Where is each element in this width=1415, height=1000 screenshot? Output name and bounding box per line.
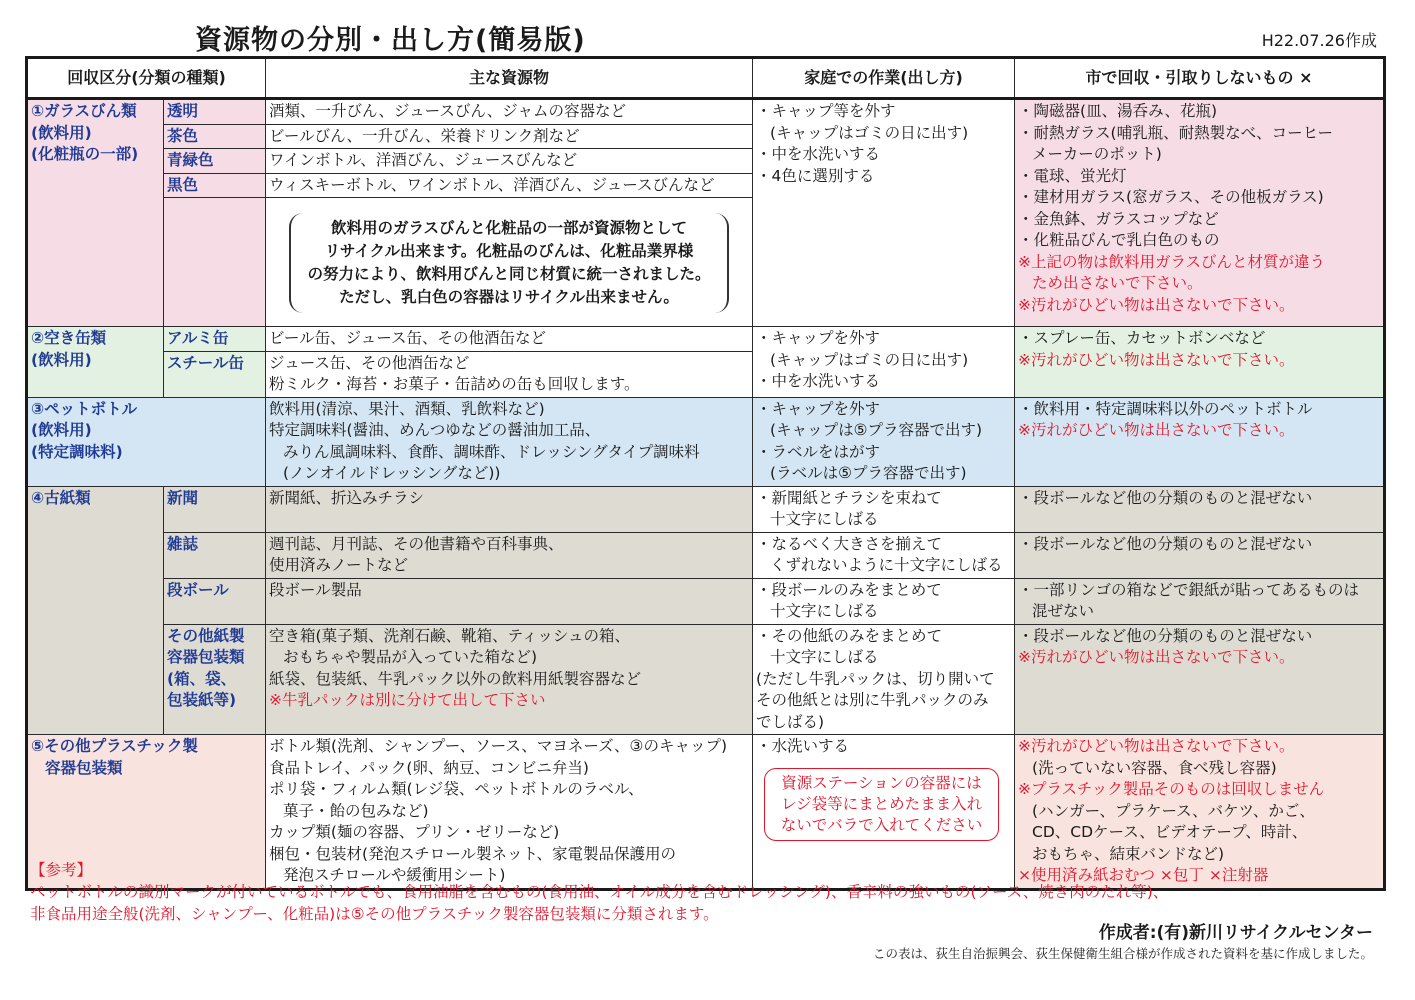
plastic-category: ⑤その他プラスチック製 容器包装類 <box>27 735 266 890</box>
paper-category: ④古紙類 <box>27 486 164 735</box>
plastic-row <box>27 735 1385 890</box>
plastic-not-collected: ※汚れがひどい物は出さないで下さい。 (洗っていない容器、食べ残し容器) ※プラスチック製品そのものは回収しません (ハンガー、プラケース、バケツ、かご、 CD、CDケース、ビデオテープ、時計、 おもちゃ、結束バンドなど) ×使用済み紙おむつ ×包丁 ×注射器 <box>1015 735 1385 890</box>
source-note: この表は、荻生自治振興会、荻生保健衛生組合様が作成された資料を基に作成しました。 <box>872 946 1373 961</box>
paper-no-other: ・段ボールなど他の分類のものと混ぜない ※汚れがひどい物は出さないで下さい。 <box>1015 624 1385 735</box>
glass-sub-brown: 茶色 <box>164 124 266 149</box>
glass-item-brown: ビールびん、一升びん、栄養ドリンク剤など <box>266 124 753 149</box>
paper-item-cardboard: 段ボール製品 <box>266 578 753 624</box>
header-items: 主な資源物 <box>266 58 753 99</box>
cans-item-steel: ジュース缶、その他酒缶など 粉ミルク・海苔・お菓子・缶詰めの缶も回収します。 <box>266 351 753 397</box>
paper-item-other: 空き箱(菓子類、洗剤石鹸、靴箱、ティッシュの箱、 おもちゃや製品が入っていた箱など) 紙袋、包装紙、牛乳パック以外の飲料用紙製容器など ※牛乳パックは別に分けて出して下さい <box>266 624 753 735</box>
created-date: H22.07.26作成 <box>1261 31 1377 50</box>
glass-sub-green: 青緑色 <box>164 149 266 174</box>
glass-item-green: ワインボトル、洋酒びん、ジュースびんなど <box>266 149 753 174</box>
author: 作成者:(有)新川リサイクルセンター <box>1098 923 1373 943</box>
recycling-table <box>25 56 1386 891</box>
paper-work-newspaper: ・新聞紙とチラシを束ねて 十文字にしばる <box>753 486 1015 532</box>
header-category: 回収区分(分類の種類) <box>27 58 266 99</box>
header-not-collected: 市で回収・引取りしないもの × <box>1015 58 1385 99</box>
cans-work: ・キャップを外す (キャップはゴミの日に出す) ・中を水洗いする <box>753 327 1015 398</box>
cans-item-aluminum: ビール缶、ジュース缶、その他酒缶など <box>266 327 753 352</box>
paper-item-magazine: 週刊誌、月刊誌、その他書籍や百科事典、 使用済みノートなど <box>266 532 753 578</box>
paper-work-other: ・その他紙のみをまとめて 十文字にしばる (ただし牛乳パックは、切り開いて その他紙とは別に牛乳パックのみ でしばる) <box>753 624 1015 735</box>
page-title: 資源物の分別・出し方(簡易版) <box>195 25 586 56</box>
reference-label: 【参考】 <box>30 861 93 879</box>
header-row <box>27 58 1385 99</box>
paper-no-magazine: ・段ボールなど他の分類のものと混ぜない <box>1015 532 1385 578</box>
glass-not-collected: ・陶磁器(皿、湯呑み、花瓶) ・耐熱ガラス(哺乳瓶、耐熱製なべ、コーヒー メーカーのポット) ・電球、蛍光灯 ・建材用ガラス(窓ガラス、その他板ガラス) ・金魚鉢、ガラスコップなど ・化粧品びんで乳白色のもの ※上記の物は飲料用ガラスびんと材質が違う ため出さないで下さい。 ※汚れがひどい物は出さないで下さい。 <box>1015 99 1385 327</box>
cans-sub-steel: スチール缶 <box>164 351 266 397</box>
glass-row-clear <box>27 99 1385 125</box>
cans-not-collected: ・スプレー缶、カセットボンベなど ※汚れがひどい物は出さないで下さい。 <box>1015 327 1385 398</box>
plastic-work: ・水洗いする 資源ステーションの容器には レジ袋等にまとめたまま入れ ないでバラで入れてください <box>753 735 1015 890</box>
paper-no-newspaper: ・段ボールなど他の分類のものと混ぜない <box>1015 486 1385 532</box>
glass-item-clear: 酒類、一升びん、ジュースびん、ジャムの容器など <box>266 99 753 125</box>
pet-category: ③ペットボトル (飲料用) (特定調味料) <box>27 397 266 486</box>
paper-sub-magazine: 雑誌 <box>164 532 266 578</box>
glass-item-black: ウィスキーボトル、ワインボトル、洋酒びん、ジュースびんなど <box>266 173 753 198</box>
paper-row-magazine <box>27 532 1385 578</box>
paper-work-magazine: ・なるべく大きさを揃えて くずれないように十文字にしばる <box>753 532 1015 578</box>
reference-line-2: 非食品用途全般(洗剤、シャンプー、化粧品)は⑤その他プラスチック製容器包装類に分類されます。 <box>30 905 719 923</box>
paper-sub-newspaper: 新聞 <box>164 486 266 532</box>
glass-work: ・キャップ等を外す (キャップはゴミの日に出す) ・中を水洗いする ・4色に選別する <box>753 99 1015 327</box>
cans-sub-aluminum: アルミ缶 <box>164 327 266 352</box>
pet-not-collected: ・飲料用・特定調味料以外のペットボトル ※汚れがひどい物は出さないで下さい。 <box>1015 397 1385 486</box>
paper-row-newspaper <box>27 486 1385 532</box>
pet-items: 飲料用(清涼、果汁、酒類、乳飲料など) 特定調味料(醤油、めんつゆなどの醤油加工品、 みりん風調味料、食酢、調味酢、ドレッシングタイプ調味料 (ノンオイルドレッシングなど)) <box>266 397 753 486</box>
paper-row-other <box>27 624 1385 735</box>
glass-sub-clear: 透明 <box>164 99 266 125</box>
glass-note: 飲料用のガラスびんと化粧品の一部が資源物として リサイクル出来ます。化粧品のびんは、化粧品業界様 の努力により、飲料用びんと同じ材質に統一されました。 ただし、乳白色の容器はリサイクル出来ません。 <box>266 198 753 327</box>
cans-row-alu <box>27 327 1385 352</box>
cans-category: ②空き缶類 (飲料用) <box>27 327 164 398</box>
paper-row-cardboard <box>27 578 1385 624</box>
paper-work-cardboard: ・段ボールのみをまとめて 十文字にしばる <box>753 578 1015 624</box>
plastic-items: ボトル類(洗剤、シャンプー、ソース、マヨネーズ、③のキャップ) 食品トレイ、パック(卵、納豆、コンビニ弁当) ポリ袋・フィルム類(レジ袋、ペットボトルのラベル、 菓子・飴の包みなど) カップ類(麺の容器、プリン・ゼリーなど) 梱包・包装材(発泡スチロール製ネット、家電製品保護用の 発泡スチロールや緩衝用シート) <box>266 735 753 890</box>
paper-sub-other: その他紙製 容器包装類 (箱、袋、 包装紙等) <box>164 624 266 735</box>
plastic-warning-box: 資源ステーションの容器には レジ袋等にまとめたまま入れ ないでバラで入れてください <box>764 768 999 841</box>
header-work: 家庭での作業(出し方) <box>753 58 1015 99</box>
pet-row <box>27 397 1385 486</box>
paper-sub-cardboard: 段ボール <box>164 578 266 624</box>
glass-category: ①ガラスびん類 (飲料用) (化粧瓶の一部) <box>27 99 164 327</box>
paper-no-cardboard: ・一部リンゴの箱などで銀紙が貼ってあるものは 混ぜない <box>1015 578 1385 624</box>
reference-line-1: ペットボトルの識別マークが付いているボトルでも、食用油脂を含むもの(食用油、オイル成分を含むドレッシング)、香辛料の強いもの(ソース、焼き肉のたれ等)、 <box>30 883 1169 901</box>
paper-item-newspaper: 新聞紙、折込みチラシ <box>266 486 753 532</box>
pet-work: ・キャップを外す (キャップは⑤プラ容器で出す) ・ラベルをはがす (ラベルは⑤プラ容器で出す) <box>753 397 1015 486</box>
glass-sub-black: 黒色 <box>164 173 266 198</box>
